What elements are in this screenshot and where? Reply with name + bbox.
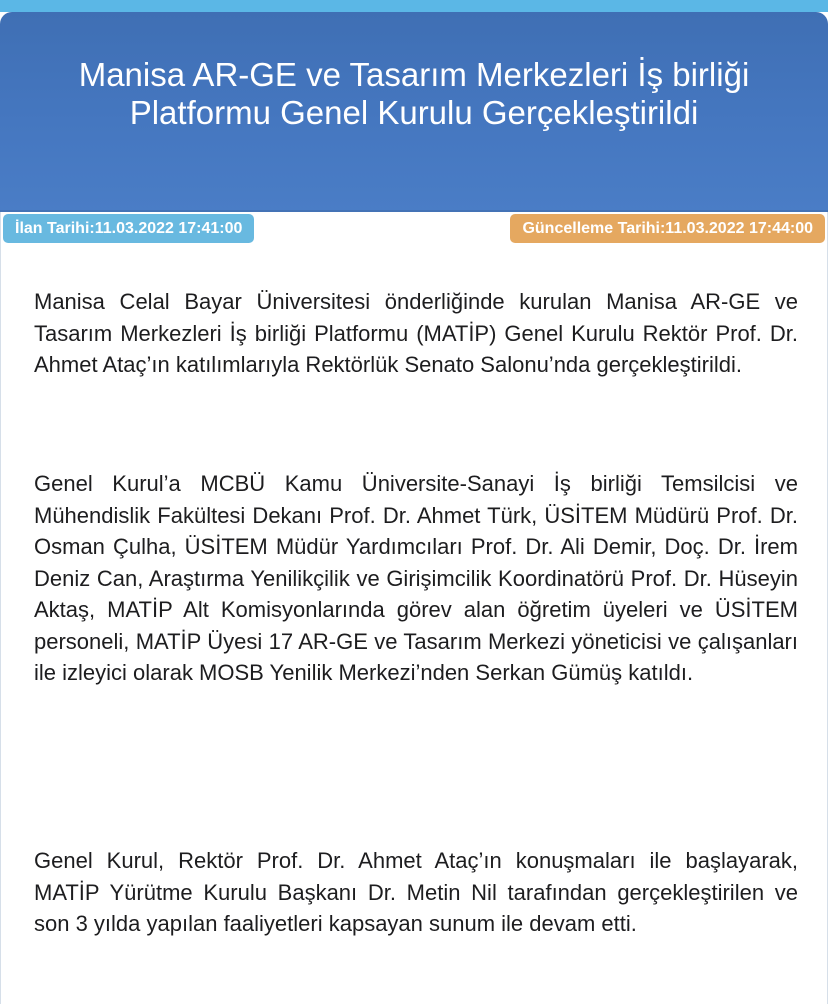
article-body (0, 248, 828, 1004)
top-strip (0, 0, 828, 12)
paragraph-3: Genel Kurul, Rektör Prof. Dr. Ahmet Ataç’ın konuşmaları ile başlayarak, MATİP Yürütme Kurulu Başkanı Dr. Metin Nil tarafından gerçekleştirilen ve son 3 yılda yapılan faaliyetleri kapsayan sunum ile devam etti. (34, 848, 798, 936)
title-line-1: Manisa AR-GE ve Tasarım Merkezleri İş birliği (78, 56, 750, 93)
published-date-badge: İlan Tarihi:11.03.2022 17:41:00 (3, 214, 254, 243)
article-title (20, 56, 808, 132)
updated-date-badge: Güncelleme Tarihi:11.03.2022 17:44:00 (510, 214, 825, 243)
date-row (0, 212, 828, 248)
paragraph-1: Manisa Celal Bayar Üniversitesi önderliğinde kurulan Manisa AR-GE ve Tasarım Merkezleri İş birliği Platformu (MATİP) Genel Kurulu Rektör Prof. Dr. Ahmet Ataç’ın katılımlarıyla Rektörlük Senato Salonu’nda gerçekleştirildi. (34, 289, 798, 377)
title-line-2: Platformu Genel Kurulu Gerçekleştirildi (129, 94, 699, 131)
article-header (0, 12, 828, 212)
paragraph-2: Genel Kurul’a MCBÜ Kamu Üniversite-Sanayi İş birliği Temsilcisi ve Mühendislik Fakültesi Dekanı Prof. Dr. Ahmet Türk, ÜSİTEM Müdürü Prof. Dr. Osman Çulha, ÜSİTEM Müdür Yardımcıları Prof. Dr. Ali Demir, Doç. Dr. İrem Deniz Can, Araştırma Yenilikçilik ve Girişimcilik Koordinatörü Prof. Dr. Hüseyin Aktaş, MATİP Alt Komisyonlarında görev alan öğretim üyeleri ve ÜSİTEM personeli, MATİP Üyesi 17 AR-GE ve Tasarım Merkezi yöneticisi ve çalışanları ile izleyici olarak MOSB Yenilik Merkezi’nden Serkan Gümüş katıldı. (34, 471, 798, 685)
